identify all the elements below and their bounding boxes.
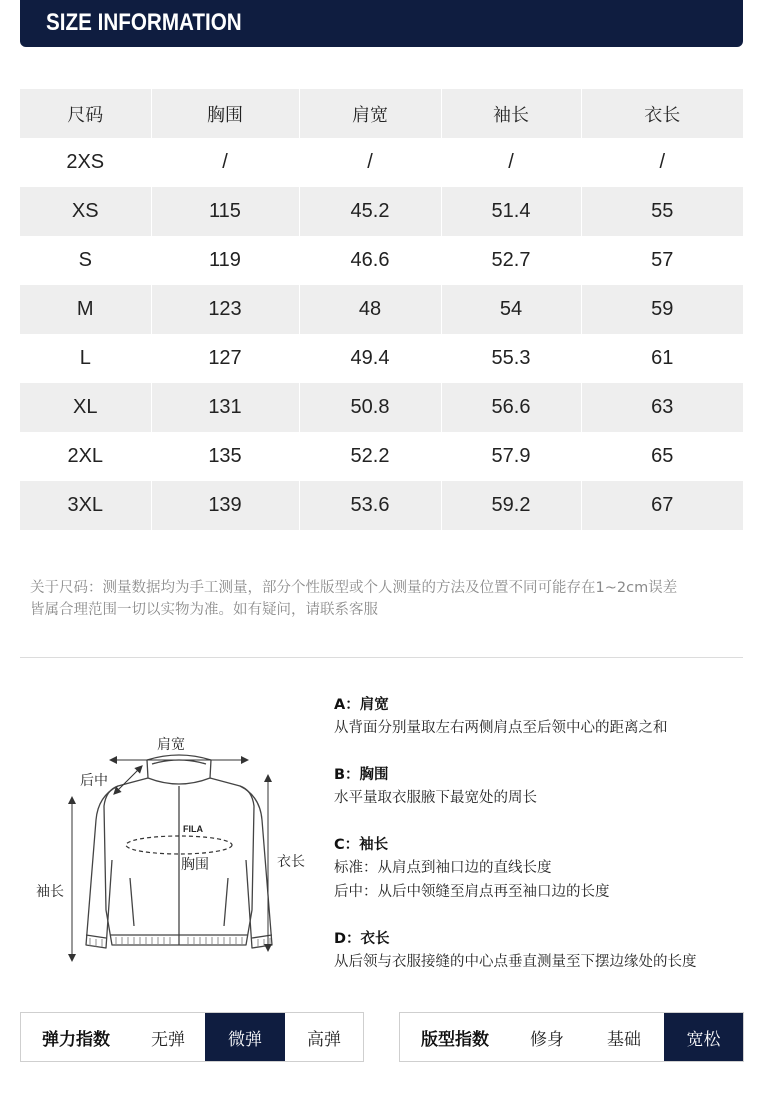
fit-option-loose: 宽松 (664, 1013, 743, 1061)
shoulder-label: 肩宽 (157, 737, 185, 753)
fit-option-regular: 基础 (607, 1029, 641, 1050)
fit-label: 版型指数 (421, 1029, 489, 1050)
desc-title: D：衣长 (334, 931, 390, 947)
table-row (20, 138, 743, 187)
column-header: 袖长 (441, 89, 581, 138)
table-cell: 46.6 (299, 236, 441, 285)
desc-chest (334, 764, 744, 810)
table-cell: 135 (151, 432, 299, 481)
table-cell: XL (20, 383, 151, 432)
table-cell: 52.7 (441, 236, 581, 285)
table-row (20, 236, 743, 285)
desc-title: C：袖长 (334, 837, 389, 853)
chest-label: 胸围 (181, 857, 209, 873)
table-cell: XS (20, 187, 151, 236)
length-label: 衣长 (277, 854, 305, 870)
table-cell: 119 (151, 236, 299, 285)
fit-option-slim: 修身 (530, 1029, 564, 1050)
table-cell: 48 (299, 285, 441, 334)
elasticity-option-high: 高弹 (307, 1029, 341, 1050)
elasticity-option-none: 无弹 (151, 1029, 185, 1050)
jacket-illustration (20, 720, 320, 980)
table-cell: S (20, 236, 151, 285)
table-cell: / (659, 151, 666, 173)
table-cell: 2XL (20, 432, 151, 481)
table-row (20, 187, 743, 236)
table-cell: 55 (581, 187, 743, 236)
table-cell: 55.3 (441, 334, 581, 383)
elasticity-label: 弹力指数 (42, 1029, 110, 1050)
table-cell: 57 (651, 249, 674, 271)
column-header: 尺码 (20, 89, 151, 138)
table-row (20, 334, 743, 383)
table-cell: 131 (151, 383, 299, 432)
page-title: SIZE INFORMATION (46, 9, 242, 36)
table-cell: 45.2 (299, 187, 441, 236)
fit-index (399, 1012, 744, 1062)
header-bar (20, 0, 743, 47)
table-cell: / (299, 138, 441, 187)
column-header: 衣长 (581, 89, 743, 138)
table-cell: 50.8 (299, 383, 441, 432)
desc-length (334, 928, 744, 974)
column-header: 胸围 (151, 89, 299, 138)
table-cell: / (441, 138, 581, 187)
table-cell: 56.6 (441, 383, 581, 432)
table-cell: 52.2 (299, 432, 441, 481)
elasticity-index (20, 1012, 364, 1062)
desc-text: 从后领与衣服接缝的中心点垂直测量至下摆边缘处的长度 (334, 954, 697, 970)
elasticity-option-slight: 微弹 (205, 1013, 285, 1061)
table-cell: 67 (581, 481, 743, 530)
column-header: 肩宽 (299, 89, 441, 138)
table-row (20, 432, 743, 481)
table-cell: 123 (151, 285, 299, 334)
table-cell: 61 (651, 347, 674, 369)
table-cell: 3XL (20, 481, 151, 530)
desc-title: A：肩宽 (334, 697, 389, 713)
desc-text: 后中：从后中领缝至肩点再至袖口边的长度 (334, 884, 610, 900)
desc-sleeve (334, 834, 744, 904)
desc-text: 水平量取衣服腋下最宽处的周长 (334, 790, 537, 806)
jacket-diagram (20, 720, 320, 980)
table-row (20, 481, 743, 530)
desc-title: B：胸围 (334, 767, 389, 783)
size-note (30, 577, 740, 621)
brand-logo: FILA (183, 824, 203, 834)
table-header-row (20, 89, 743, 138)
table-cell: 53.6 (299, 481, 441, 530)
table-cell: 65 (651, 445, 674, 467)
desc-shoulder (334, 694, 744, 740)
table-cell: 51.4 (441, 187, 581, 236)
back-center-label: 后中 (80, 773, 108, 789)
note-line: 关于尺码：测量数据均为手工测量，部分个性版型或个人测量的方法及位置不同可能存在1~2cm误差 (30, 580, 678, 596)
table-cell: 2XS (20, 138, 151, 187)
table-cell: 115 (151, 187, 299, 236)
table-cell: 63 (581, 383, 743, 432)
table-row (20, 285, 743, 334)
note-line: 皆属合理范围一切以实物为准。如有疑问，请联系客服 (30, 602, 378, 618)
table-row (20, 383, 743, 432)
size-table (20, 89, 743, 530)
sleeve-label: 袖长 (36, 884, 64, 900)
divider (20, 657, 743, 658)
desc-text: 标准：从肩点到袖口边的直线长度 (334, 860, 552, 876)
desc-text: 从背面分别量取左右两侧肩点至后领中心的距离之和 (334, 720, 668, 736)
table-cell: L (20, 334, 151, 383)
table-cell: M (20, 285, 151, 334)
table-cell: 127 (151, 334, 299, 383)
table-cell: 49.4 (299, 334, 441, 383)
table-cell: 59 (581, 285, 743, 334)
table-cell: 54 (441, 285, 581, 334)
table-cell: 139 (151, 481, 299, 530)
table-cell: 57.9 (441, 432, 581, 481)
table-cell: 59.2 (441, 481, 581, 530)
table-cell: / (151, 138, 299, 187)
